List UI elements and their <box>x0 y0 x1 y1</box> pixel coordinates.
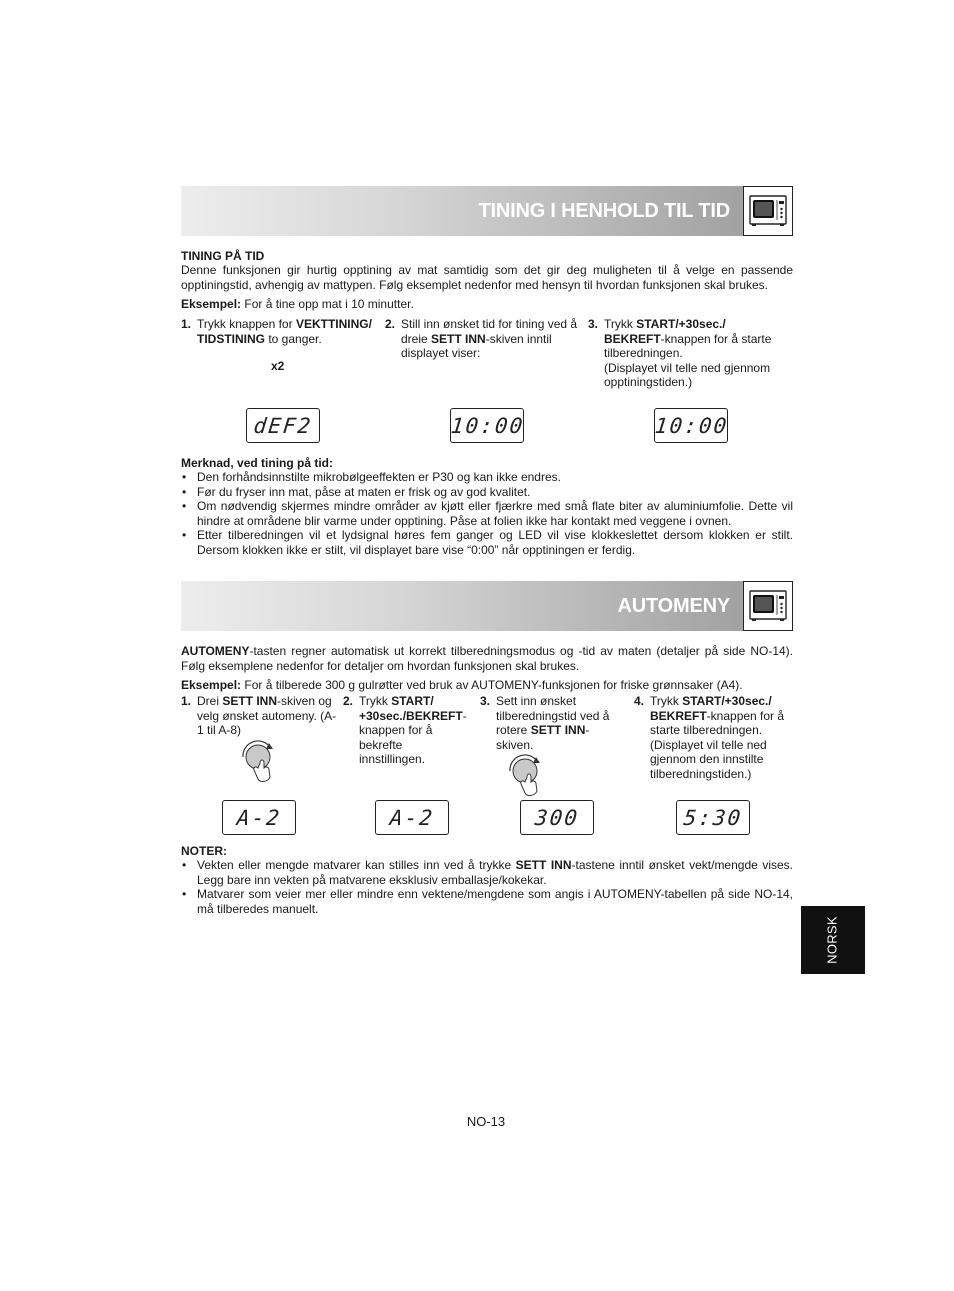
automeny-step-4: 4. Trykk START/+30sec./ BEKREFT-knappen for å starte tilberedningen. (Displayet vil telle ned gjennom den innstilte tilberedningstiden.) <box>634 694 785 781</box>
section-title: TINING I HENHOLD TIL TID <box>478 200 730 222</box>
language-tab <box>801 906 865 974</box>
display-panel: A-2 <box>375 800 449 835</box>
step-number: 1. <box>181 694 192 708</box>
microwave-icon <box>743 186 793 236</box>
tining-step-1: 1. Trykk knappen for VEKTTINING/ TIDSTINING to ganger. <box>181 317 372 346</box>
dial-hand-icon <box>238 737 278 789</box>
microwave-icon <box>743 581 793 631</box>
step-number: 3. <box>588 317 599 331</box>
notes-heading: Merknad, ved tining på tid: <box>181 456 334 470</box>
example-line <box>181 678 793 693</box>
example-text: For å tine opp mat i 10 minutter. <box>241 297 414 311</box>
page-number: NO-13 <box>466 1114 506 1129</box>
step-number: 3. <box>480 694 491 708</box>
step-number: 2. <box>343 694 354 708</box>
display-panel: A-2 <box>222 800 296 835</box>
step-number: 2. <box>385 317 396 331</box>
display-panel: 300 <box>520 800 594 835</box>
automeny-step-2: 2. Trykk START/ +30sec./BEKREFT-knappen for å bekrefte innstillingen. <box>343 694 467 767</box>
intro-paragraph: Denne funksjonen gir hurtig opptining av mat samtidig som det gir deg muligheten til å velge en passende opptiningstid, avhengig av mattypen. Følg eksemplet nedenfor med hensyn til hvordan funksjonen skal brukes. <box>181 263 793 292</box>
list-item: • Før du fryser inn mat, påse at maten er frisk og av god kvalitet. <box>181 485 793 500</box>
display-panel: 10:00 <box>654 408 728 443</box>
list-item: • Om nødvendig skjermes mindre områder av kjøtt eller fjærkre med små flate biter av aluminiumfolie. Dette vil hindre at områdene blir varme under opptining. Påse at folien ikke har kontakt med veggene i ovnen. <box>181 499 793 528</box>
display-panel: dEF2 <box>246 408 320 443</box>
dial-hand-icon <box>505 751 545 803</box>
notes-list <box>181 858 793 916</box>
section-title: AUTOMENY <box>617 595 730 617</box>
step-number: 1. <box>181 317 192 331</box>
list-item: • Matvarer som veier mer eller mindre enn vektene/mengdene som angis i AUTOMENY-tabellen på side NO-14, må tilberedes manuelt. <box>181 887 793 916</box>
notes-list <box>181 470 793 558</box>
automeny-step-3: 3. Sett inn ønsket tilberedningstid ved å rotere SETT INN-skiven. <box>480 694 610 752</box>
example-text: For å tilberede 300 g gulrøtter ved bruk av AUTOMENY-funksjonen for friske grønnsaker (A4). <box>241 678 743 692</box>
tining-step-2: 2. Still inn ønsket tid for tining ved å dreie SETT INN-skiven inntil displayet viser: <box>385 317 578 361</box>
example-line <box>181 297 793 312</box>
display-panel: 10:00 <box>450 408 524 443</box>
list-item: • Vekten eller mengde matvarer kan stilles inn ved å trykke SETT INN-tastene inntil ønsket vekt/mengde vises. Legg bare inn vekten på matvarene eksklusiv emballasje/kokekar. <box>181 858 793 887</box>
subheading: TINING PÅ TID <box>181 249 265 263</box>
section-header-automeny <box>181 581 793 631</box>
display-panel: 5:30 <box>676 800 750 835</box>
times-two-label: x2 <box>271 359 285 373</box>
automeny-step-1: 1. Drei SETT INN-skiven og velg ønsket automeny. (A-1 til A-8) <box>181 694 337 738</box>
automeny-intro: AUTOMENY-tasten regner automatisk ut korrekt tilberedningsmodus og -tid av maten (detaljer på side NO-14). Følg eksemplene nedenfor for detaljer om hvordan funksjonen skal brukes. <box>181 644 793 673</box>
tining-step-3: 3. Trykk START/+30sec./ BEKREFT-knappen for å starte tilberedningen. (Displayet vil telle ned gjennom opptiningstiden.) <box>588 317 772 390</box>
notes-heading: NOTER: <box>181 844 227 858</box>
example-label: Eksempel: <box>181 297 242 311</box>
language-tab-label: NORSK <box>824 916 840 964</box>
step-number: 4. <box>634 694 645 708</box>
list-item: • Etter tilberedningen vil et lydsignal høres fem ganger og LED vil vise klokkeslettet dersom klokken er stilt. Dersom klokken ikke er stilt, vil displayet bare vise “0:00” når opptiningen er ferdig. <box>181 528 793 557</box>
section-header-tining <box>181 186 793 236</box>
example-label: Eksempel: <box>181 678 242 692</box>
list-item: • Den forhåndsinnstilte mikrobølgeeffekten er P30 og kan ikke endres. <box>181 470 793 485</box>
